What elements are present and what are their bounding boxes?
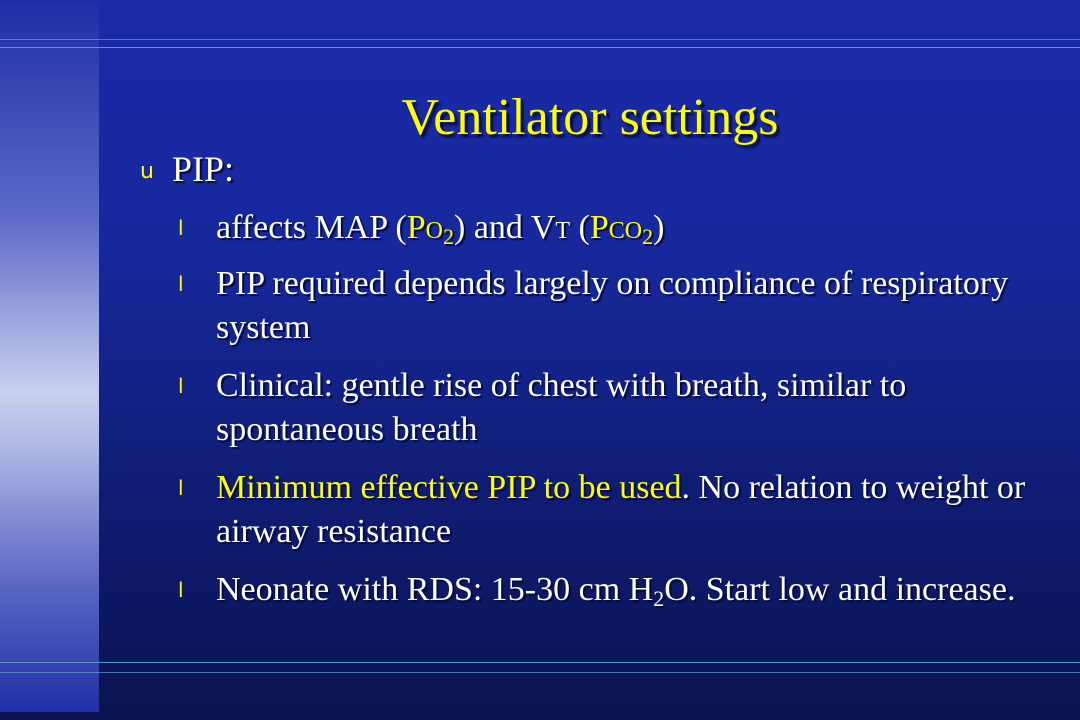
level1-text: PIP: bbox=[172, 149, 235, 189]
item-neonate-rds: Neonate with RDS: 15-30 cm $H_2O$. Start low and increase. bbox=[216, 571, 1016, 611]
item-affects-map: affects MAP $(PO_2)$ and VT $(PCO_2)$ bbox=[216, 209, 665, 249]
top-rule-2 bbox=[0, 47, 1080, 48]
bullet-icon: l bbox=[178, 476, 184, 500]
top-rule-1 bbox=[0, 39, 1080, 40]
bullet-icon: l bbox=[178, 578, 184, 602]
decorative-sidebar bbox=[0, 0, 99, 712]
bullet-icon: l bbox=[178, 272, 184, 296]
slide-title: Ventilator settings bbox=[401, 89, 779, 146]
bullet-icon: l bbox=[178, 216, 184, 240]
item-minimum-pip: Minimum effective PIP to be used. No relation to weight or airway resistance bbox=[216, 469, 1026, 550]
bottom-rule-2 bbox=[0, 672, 1080, 673]
item-clinical: Clinical: gentle rise of chest with breath, similar to spontaneous breath bbox=[216, 367, 907, 448]
level1-bullet-icon: u bbox=[140, 159, 154, 184]
bottom-rule-1 bbox=[0, 662, 1080, 663]
bullet-icon: l bbox=[178, 374, 184, 398]
item-pip-required: PIP required depends largely on compliance of respiratory system bbox=[216, 265, 1009, 346]
